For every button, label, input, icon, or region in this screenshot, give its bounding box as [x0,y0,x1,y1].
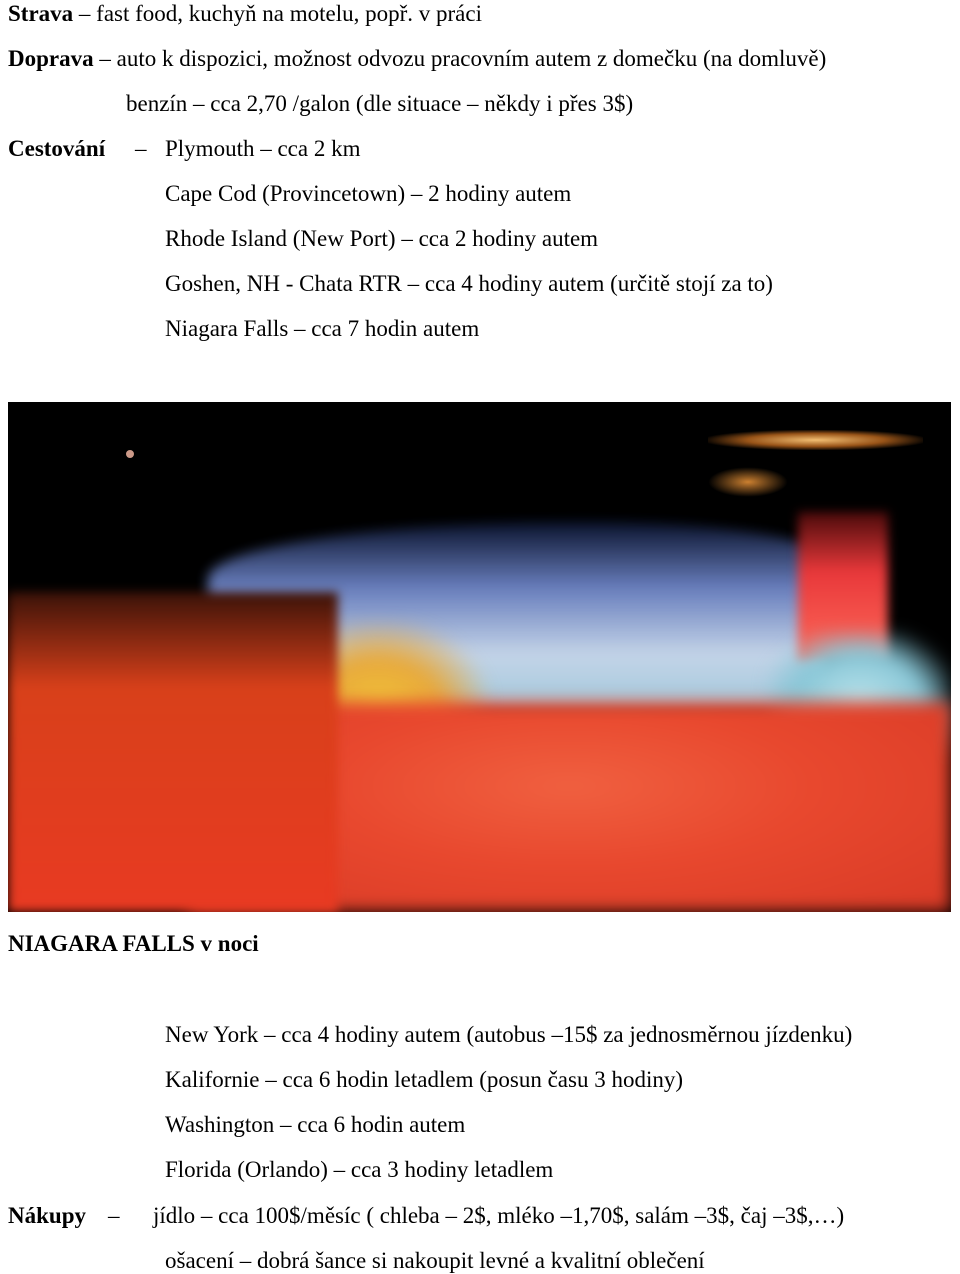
cestovani-item: Rhode Island (New Port) – cca 2 hodiny autem [165,226,599,251]
niagara-falls-photo [8,402,951,912]
benzin-line: benzín – cca 2,70 /galon (dle situace – někdy i přes 3$) [126,91,634,116]
strava-line [8,2,482,25]
cestovani-item: Florida (Orlando) – cca 3 hodiny letadlem [165,1157,554,1182]
city-lights [708,430,923,450]
nakupy-item: jídlo – cca 100$/měsíc ( chleba – 2$, mléko –1,70$, salám –3$, čaj –3$,…) [153,1203,845,1228]
nakupy-label: Nákupy [8,1203,86,1228]
cestovani-item: Cape Cod (Provincetown) – 2 hodiny autem [165,181,572,206]
cestovani-item: Washington – cca 6 hodin autem [165,1112,466,1137]
cestovani-item: Niagara Falls – cca 7 hodin autem [165,316,480,341]
nakupy-dash: – [108,1203,120,1228]
cestovani-item: New York – cca 4 hodiny autem (autobus –15$ za jednosměrnou jízdenku) [165,1022,853,1047]
cestovani-item: Kalifornie – cca 6 hodin letadlem (posun času 3 hodiny) [165,1067,683,1092]
nakupy-item: ošacení – dobrá šance si nakoupit levné a kvalitní oblečení [165,1248,705,1273]
cestovani-item: Plymouth – cca 2 km [165,136,361,161]
doprava-line [8,47,826,70]
doprava-label: Doprava [8,46,94,71]
city-lights-lower [708,467,788,497]
photo-caption: NIAGARA FALLS v noci [8,931,259,956]
cestovani-label: Cestování [8,136,106,161]
strava-text: – fast food, kuchyň na motelu, popř. v práci [78,1,482,26]
falls-red-left-section [8,592,338,912]
cestovani-dash: – [135,136,147,161]
cestovani-item: Goshen, NH - Chata RTR – cca 4 hodiny autem (určitě stojí za to) [165,271,773,296]
strava-label: Strava [8,1,74,26]
doprava-text: – auto k dispozici, možnost odvozu pracovním autem z domečku (na domluvě) [99,46,827,71]
distant-light [126,450,134,458]
